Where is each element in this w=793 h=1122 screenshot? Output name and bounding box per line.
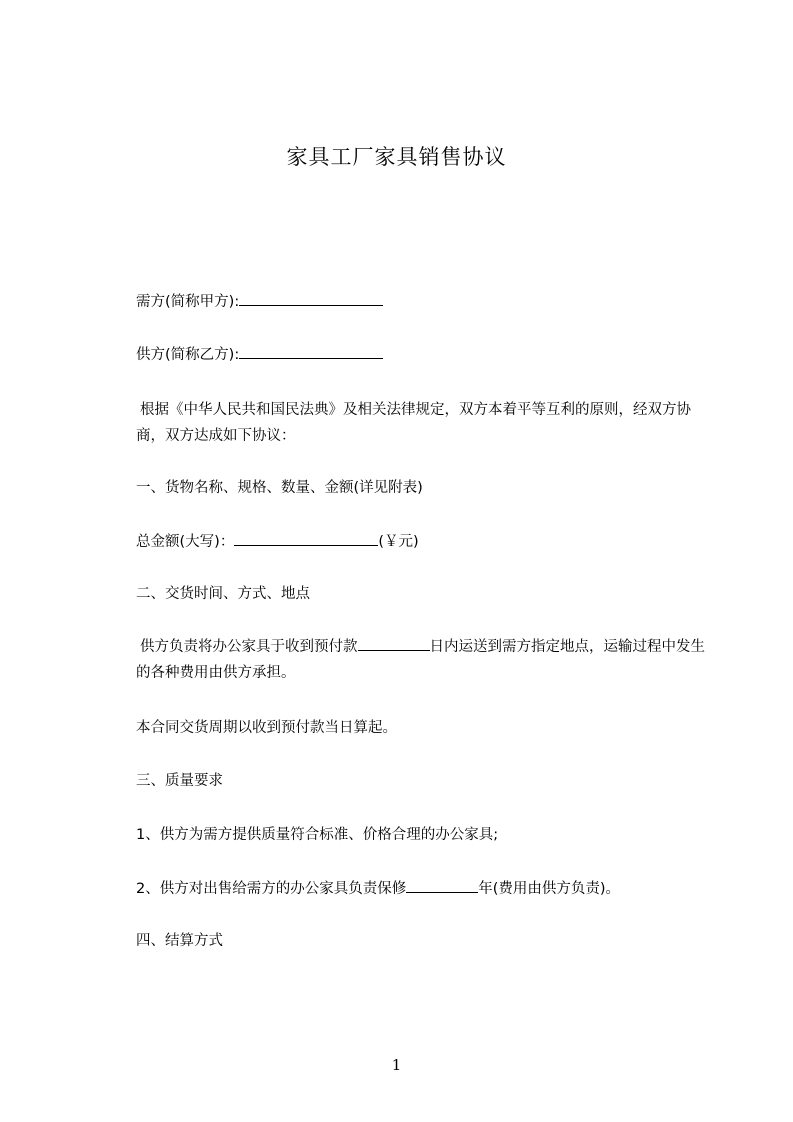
total-amount-line	[136, 531, 419, 552]
demand-party-line	[136, 291, 383, 312]
delivery-paragraph	[136, 634, 706, 686]
section2-heading: 二、交货时间、方式、地点	[136, 586, 310, 602]
demand-party-label: 需方(简称甲方):	[136, 294, 240, 310]
quality-item-2-part2: 年(费用由供方负责)。	[478, 881, 621, 897]
delivery-period-line: 本合同交货周期以收到预付款当日算起。	[136, 720, 397, 736]
delivery-days-blank	[358, 636, 430, 651]
total-amount-label: 总金额(大写)：	[136, 534, 235, 550]
quality-item-1: 1、供方为需方提供质量符合标准、价格合理的办公家具;	[136, 827, 499, 843]
supply-party-label: 供方(简称乙方):	[136, 347, 240, 363]
section4-heading: 四、结算方式	[136, 933, 223, 949]
warranty-years-blank	[406, 878, 478, 893]
demand-party-blank	[239, 291, 383, 306]
section3-heading: 三、质量要求	[136, 773, 223, 789]
quality-item-2-part1: 2、供方对出售给需方的办公家具负责保修	[136, 881, 407, 897]
quality-item-2	[136, 878, 620, 899]
intro-paragraph: 根据《中华人民共和国民法典》及相关法律规定，双方本着平等互利的原则，经双方协商，双方达成如下协议：	[136, 402, 691, 444]
total-amount-suffix: (￥元)	[378, 534, 419, 550]
supply-party-line	[136, 344, 383, 365]
delivery-text-part1: 供方负责将办公家具于收到预付款	[140, 639, 358, 655]
page-number: 1	[391, 1056, 402, 1074]
delivery-text-part2: 日内运送到需方指定地点，运输过程中发生的各种费用由供方承担。	[136, 639, 705, 681]
supply-party-blank	[239, 344, 383, 359]
total-amount-blank	[234, 531, 378, 546]
section1-heading: 一、货物名称、规格、数量、金额(详见附表)	[136, 480, 423, 496]
document-title: 家具工厂家具销售协议	[286, 145, 507, 169]
